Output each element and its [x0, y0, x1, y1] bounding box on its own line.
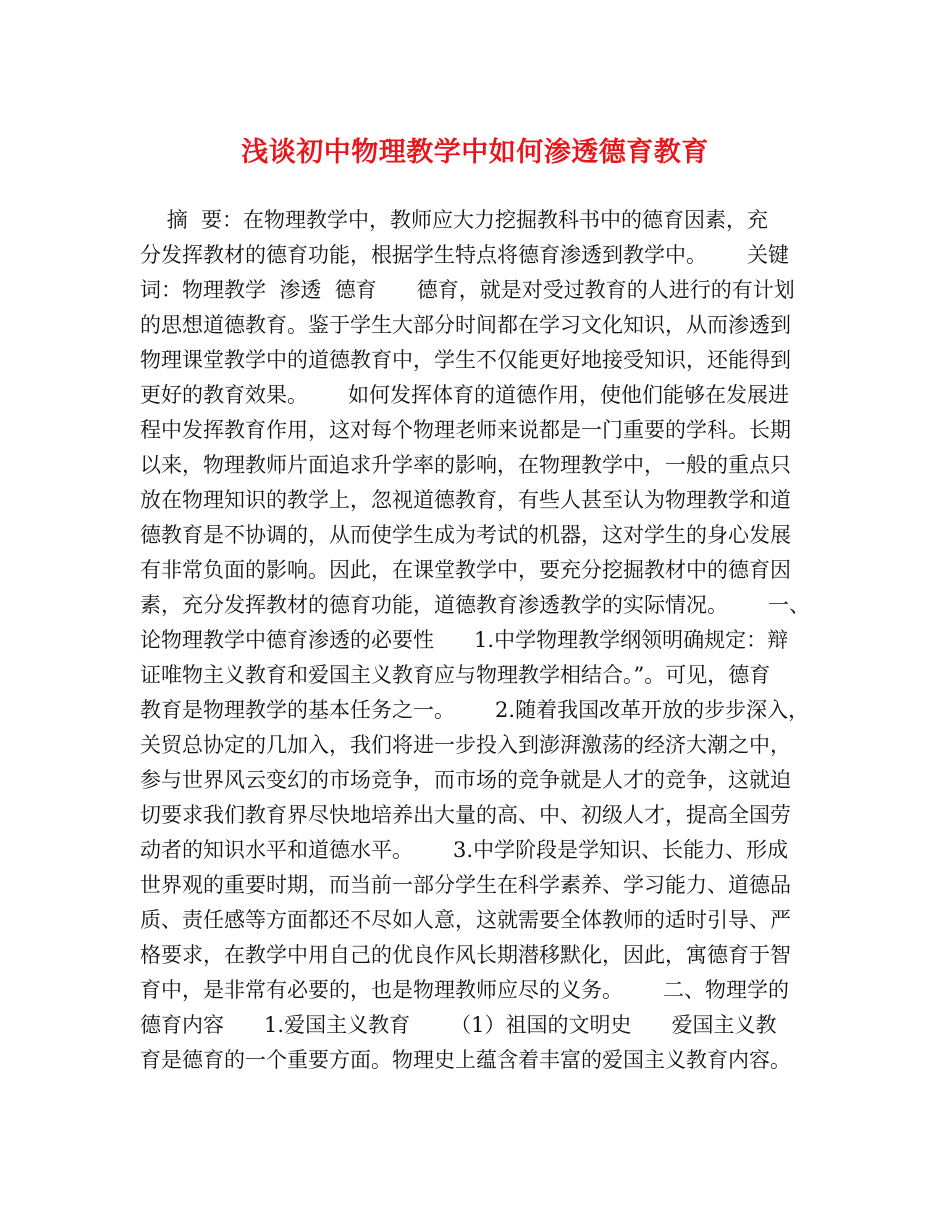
body-line: 格要求，在教学中用自己的优良作风长期潜移默化，因此，寓德育于智: [140, 943, 791, 967]
body-line: 参与世界风云变幻的市场竞争，而市场的竞争就是人才的竞争，这就迫: [140, 768, 791, 792]
body-line: 育中，是非常有必要的，也是物理教师应尽的义务。 二、物理学的: [140, 978, 790, 1002]
body-line: 物理课堂教学中的道德教育中，学生不仅能更好地接受知识，还能得到: [140, 348, 791, 372]
body-line: 证唯物主义教育和爱国主义教育应与物理教学相结合。”。可见，德育: [140, 663, 771, 687]
body-line: 放在物理知识的教学上，忽视道德教育，有些人甚至认为物理教学和道: [140, 488, 791, 512]
body-line: 育是德育的一个重要方面。物理史上蕴含着丰富的爱国主义教育内容。: [140, 1048, 791, 1072]
body-line: 德教育是不协调的，从而使学生成为考试的机器，这对学生的身心发展: [140, 523, 791, 547]
body-line: 素，充分发挥教材的德育功能，道德教育渗透教学的实际情况。 一、: [140, 593, 811, 617]
body-line: 分发挥教材的德育功能，根据学生特点将德育渗透到教学中。 关键: [140, 243, 790, 267]
body-line: 摘 要：在物理教学中，教师应大力挖掘教科书中的德育因素，充: [140, 208, 769, 232]
body-line: 动者的知识水平和道德水平。 3.中学阶段是学知识、长能力、形成: [140, 838, 789, 862]
body-line: 以来，物理教师片面追求升学率的影响，在物理教学中，一般的重点只: [140, 453, 791, 477]
body-line: 质、责任感等方面都还不尽如人意，这就需要全体教师的适时引导、严: [140, 908, 791, 932]
document-title: 浅谈初中物理教学中如何渗透德育教育: [241, 137, 709, 168]
body-line: 关贸总协定的几加入，我们将进一步投入到澎湃激荡的经济大潮之中，: [140, 733, 791, 757]
body-line: 德育内容 1.爱国主义教育 （1）祖国的文明史 爱国主义教: [140, 1013, 777, 1037]
body-line: 更好的教育效果。 如何发挥体育的道德作用，使他们能够在发展进: [140, 383, 790, 407]
body-line: 的思想道德教育。鉴于学生大部分时间都在学习文化知识，从而渗透到: [140, 313, 791, 337]
body-line: 词：物理教学 渗透 德育 德育，就是对受过教育的人进行的有计划: [140, 278, 795, 302]
body-line: 程中发挥教育作用，这对每个物理老师来说都是一门重要的学科。长期: [140, 418, 791, 442]
document-body: [140, 203, 830, 1078]
body-line: 教育是物理教学的基本任务之一。 2.随着我国改革开放的步步深入，: [140, 698, 810, 722]
body-line: 论物理教学中德育渗透的必要性 1.中学物理教学纲领明确规定：辩: [140, 628, 789, 652]
body-line: 世界观的重要时期，而当前一部分学生在科学素养、学习能力、道德品: [140, 873, 791, 897]
body-line: 有非常负面的影响。因此，在课堂教学中，要充分挖掘教材中的德育因: [140, 558, 791, 582]
body-line: 切要求我们教育界尽快地培养出大量的高、中、初级人才，提高全国劳: [140, 803, 791, 827]
